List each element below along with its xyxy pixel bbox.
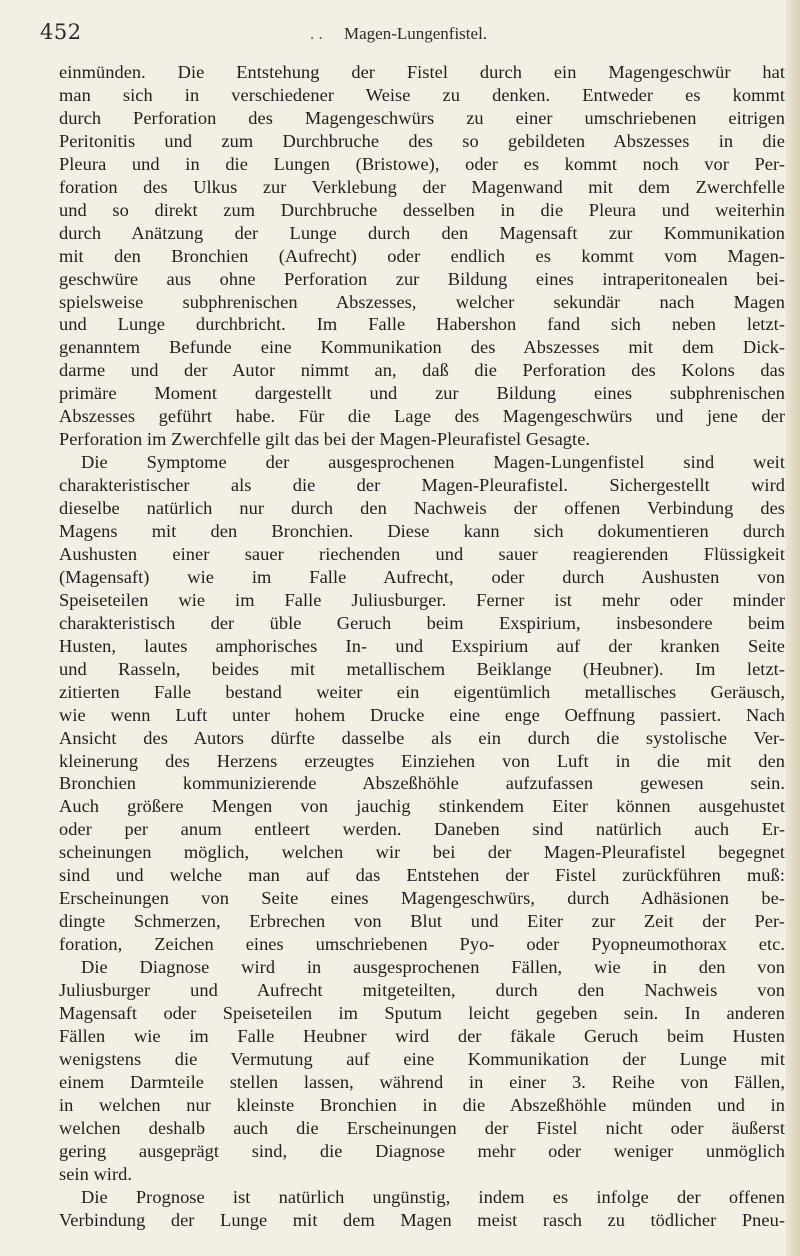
text-line: wenigstens die Vermutung auf eine Kommunikation der Lunge mit bbox=[59, 1049, 785, 1069]
text-line: Abszesses geführt habe. Für die Lage des Magengeschwürs und jene der bbox=[59, 406, 785, 426]
text-line: in welchen nur kleinste Bronchien in die Abszeßhöhle münden und in bbox=[59, 1095, 785, 1115]
text-line: charakteristisch der üble Geruch beim Exspirium, insbesondere beim bbox=[59, 613, 785, 633]
text-line: wie wenn Luft unter hohem Drucke eine enge Oeffnung passiert. Nach bbox=[59, 705, 785, 725]
text-line: Die Diagnose wird in ausgesprochenen Fällen, wie in den von bbox=[81, 957, 785, 977]
text-line: durch Perforation des Magengeschwürs zu einer umschriebenen eitrigen bbox=[59, 108, 785, 128]
text-line: oder per anum entleert werden. Daneben sind natürlich auch Er- bbox=[59, 819, 785, 839]
text-line: Aushusten einer sauer riechenden und sauer reagierenden Flüssigkeit bbox=[59, 544, 785, 564]
running-head-title: Magen-Lungenfistel. bbox=[344, 24, 488, 43]
text-line: primäre Moment dargestellt und zur Bildung eines subphrenischen bbox=[59, 383, 785, 403]
text-line: Juliusburger und Aufrecht mitgeteilten, durch den Nachweis von bbox=[59, 980, 785, 1000]
text-line: foration des Ulkus zur Verklebung der Magenwand mit dem Zwerchfelle bbox=[59, 177, 785, 197]
text-line: foration, Zeichen eines umschriebenen Pyo- oder Pyopneumothorax etc. bbox=[59, 934, 785, 954]
text-line: mit den Bronchien (Aufrecht) oder endlich es kommt vom Magen- bbox=[59, 246, 785, 266]
text-line: sind und welche man auf das Entstehen der Fistel zurückführen muß: bbox=[59, 865, 785, 885]
text-line: Die Symptome der ausgesprochenen Magen-Lungenfistel sind weit bbox=[81, 452, 785, 472]
text-line: spielsweise subphrenischen Abszesses, welcher sekundär nach Magen bbox=[59, 292, 785, 312]
page-number: 452 bbox=[40, 20, 82, 44]
page-edge bbox=[786, 0, 800, 1256]
text-line: durch Anätzung der Lunge durch den Magensaft zur Kommunikation bbox=[59, 223, 785, 243]
text-line: man sich in verschiedener Weise zu denken. Entweder es kommt bbox=[59, 85, 785, 105]
text-line: geschwüre aus ohne Perforation zur Bildung eines intraperitonealen bei- bbox=[59, 269, 785, 289]
text-line: Auch größere Mengen von jauchig stinkendem Eiter können ausgehustet bbox=[59, 796, 785, 816]
text-line: gering ausgeprägt sind, die Diagnose mehr oder weniger unmöglich bbox=[59, 1141, 785, 1161]
text-line: Magensaft oder Speiseteilen im Sputum leicht gegeben sein. In anderen bbox=[59, 1003, 785, 1023]
text-line: welchen deshalb auch die Erscheinungen der Fistel nicht oder äußerst bbox=[59, 1118, 785, 1138]
text-line: charakteristischer als die der Magen-Pleurafistel. Sichergestellt wird bbox=[59, 475, 785, 495]
text-line: Husten, lautes amphorisches In- und Exspirium auf der kranken Seite bbox=[59, 636, 785, 656]
text-line: Die Prognose ist natürlich ungünstig, indem es infolge der offenen bbox=[81, 1187, 785, 1207]
text-line: (Magensaft) wie im Falle Aufrecht, oder durch Aushusten von bbox=[59, 567, 785, 587]
text-line: darme und der Autor nimmt an, daß die Perforation des Kolons das bbox=[59, 360, 785, 380]
text-line: und so direkt zum Durchbruche desselben in die Pleura und weiterhin bbox=[59, 200, 785, 220]
page-header bbox=[40, 20, 740, 50]
text-line: dieselbe natürlich nur durch den Nachweis der offenen Verbindung des bbox=[59, 498, 785, 518]
text-line: Peritonitis und zum Durchbruche des so gebildeten Abszesses in die bbox=[59, 131, 785, 151]
text-line: Ansicht des Autors dürfte dasselbe als ein durch die systolische Ver- bbox=[59, 728, 785, 748]
text-line: Magens mit den Bronchien. Diese kann sich dokumentieren durch bbox=[59, 521, 785, 541]
text-line: Verbindung der Lunge mit dem Magen meist rasch zu tödlicher Pneu- bbox=[59, 1210, 785, 1230]
text-line: Fällen wie im Falle Heubner wird der fäkale Geruch beim Husten bbox=[59, 1026, 785, 1046]
text-line: Bronchien kommunizierende Abszeßhöhle aufzufassen gewesen sein. bbox=[59, 773, 785, 793]
text-line: Pleura und in die Lungen (Bristowe), oder es kommt noch vor Per- bbox=[59, 154, 785, 174]
text-line: und Rasseln, beides mit metallischem Beiklange (Heubner). Im letzt- bbox=[59, 659, 785, 679]
text-line: einmünden. Die Entstehung der Fistel durch ein Magengeschwür hat bbox=[59, 62, 785, 82]
text-line: dingte Schmerzen, Erbrechen von Blut und Eiter zur Zeit der Per- bbox=[59, 911, 785, 931]
text-line: Perforation im Zwerchfelle gilt das bei der Magen-Pleurafistel Gesagte. bbox=[59, 429, 591, 449]
text-line: genanntem Befunde eine Kommunikation des Abszesses mit dem Dick- bbox=[59, 337, 785, 357]
text-line: scheinungen möglich, welchen wir bei der Magen-Pleurafistel begegnet bbox=[59, 842, 785, 862]
text-line: sein wird. bbox=[59, 1164, 133, 1184]
text-line: und Lunge durchbricht. Im Falle Habershon fand sich neben letzt- bbox=[59, 314, 785, 334]
running-head-dots: . . bbox=[310, 24, 323, 43]
text-line: kleinerung des Herzens erzeugtes Einziehen von Luft in die mit den bbox=[59, 751, 785, 771]
text-line: Erscheinungen von Seite eines Magengeschwürs, durch Adhäsionen be- bbox=[59, 888, 785, 908]
text-line: zitierten Falle bestand weiter ein eigentümlich metallisches Geräusch, bbox=[59, 682, 785, 702]
text-line: einem Darmteile stellen lassen, während in einer 3. Reihe von Fällen, bbox=[59, 1072, 785, 1092]
text-line: Speiseteilen wie im Falle Juliusburger. Ferner ist mehr oder minder bbox=[59, 590, 785, 610]
